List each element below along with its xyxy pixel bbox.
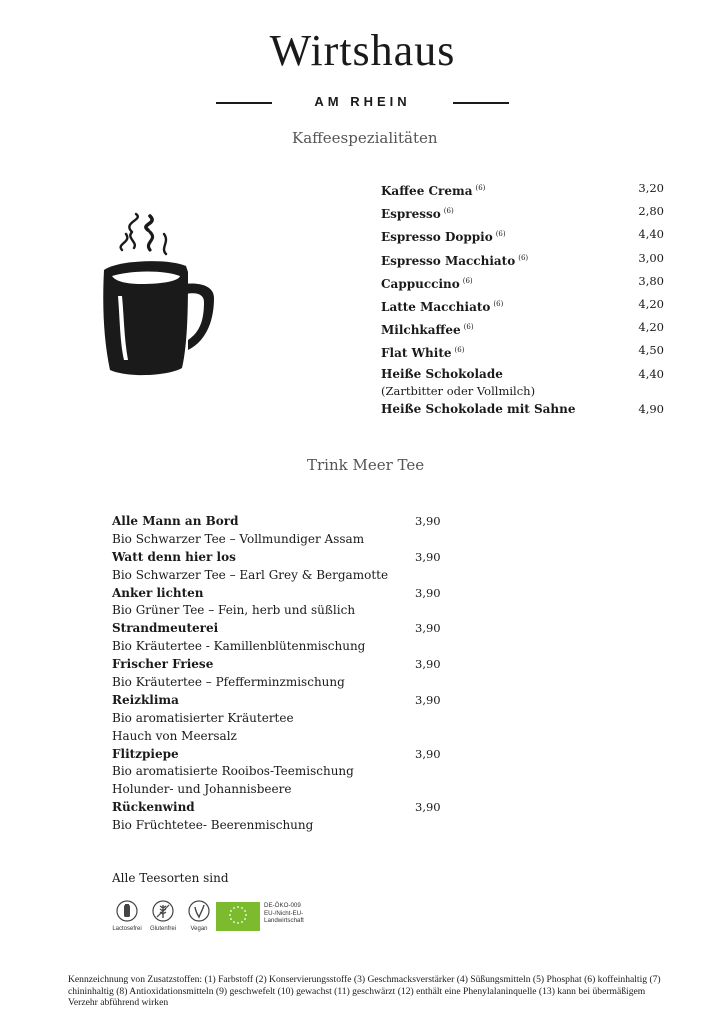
coffee-list bbox=[381, 180, 664, 424]
coffee-item-price: 3,80 bbox=[638, 273, 664, 288]
tea-list bbox=[112, 513, 442, 835]
logo bbox=[210, 26, 515, 109]
tea-item-name: Frischer Friese 3,90 bbox=[112, 657, 441, 672]
coffee-item bbox=[381, 319, 664, 342]
coffee-item bbox=[381, 250, 664, 273]
tea-item-desc: Holunder- und Johannisbeere bbox=[112, 782, 292, 797]
tea-heading: Trink Meer Tee bbox=[307, 456, 425, 474]
tea-item-price: 3,90 bbox=[415, 585, 441, 600]
coffee-item-name: Espresso Doppio $^{(6)}$ bbox=[381, 230, 506, 245]
lactose-free-badge bbox=[110, 898, 144, 933]
tea-item-price: 3,90 bbox=[415, 514, 441, 528]
coffee-item bbox=[381, 226, 664, 249]
coffee-item-price: 4,40 bbox=[638, 227, 664, 242]
eu-organic-text: DE-ÖKO-009 EU-/Nicht-EU- Landwirtschaft bbox=[264, 902, 304, 925]
tea-item-desc: Bio Kräutertee - Kamillenblütenmischung bbox=[112, 639, 366, 654]
tea-item-name: Alle Mann an Bord 3,90 bbox=[112, 514, 441, 528]
coffee-item-name: Espresso Macchiato $^{(6)}$ bbox=[381, 253, 529, 268]
coffee-item-name: Cappuccino $^{(6)}$ bbox=[381, 276, 473, 291]
tea-item-price: 3,90 bbox=[415, 621, 441, 636]
coffee-item-price: 4,20 bbox=[638, 320, 664, 335]
gluten-free-label: Glutenfrei bbox=[149, 926, 176, 932]
tea-item-desc: Bio aromatisierte Rooibos-Teemischung bbox=[112, 764, 354, 779]
tea-item-price: 3,90 bbox=[415, 800, 441, 815]
logo-title: Wirtshaus bbox=[269, 26, 456, 75]
tea-item-desc: Bio Früchtetee- Beerenmischung bbox=[112, 818, 314, 833]
lactose-free-icon bbox=[116, 900, 138, 922]
coffee-item-price: 3,00 bbox=[638, 250, 664, 265]
vegan-leaf-icon bbox=[188, 900, 210, 922]
coffee-cup-icon bbox=[98, 212, 218, 380]
additives-footnote: Kennzeichnung von Zusatzstoffen: (1) Farbstoff (2) Konservierungsstoffe (3) Geschmacksverstärker (4) Süßungsmitteln (5) Phosphat (6) koffeinhaltig (7) chininhaltig (8) Antioxidationsmitteln (9) geschwefelt (10) gewachst (11) geschwärzt (12) enthält eine Phenylalaninquelle (13) kann bei übermäßigem Verzehr abführend wirken bbox=[68, 974, 661, 1008]
all-teas-note: Alle Teesorten sind bbox=[112, 871, 229, 885]
eu-organic-leaf-icon bbox=[216, 902, 260, 931]
coffee-item-name: Heiße Schokolade mit Sahne bbox=[381, 401, 576, 416]
coffee-item bbox=[381, 273, 664, 296]
coffee-item bbox=[381, 296, 664, 319]
tea-item-name: Watt denn hier los 3,90 bbox=[112, 549, 441, 564]
coffee-item-name: Espresso $^{(6)}$ bbox=[381, 207, 454, 222]
coffee-item-price: 4,90 bbox=[638, 401, 664, 416]
tea-item-price: 3,90 bbox=[415, 692, 441, 707]
tea-item-price: 3,90 bbox=[415, 746, 441, 761]
coffee-item bbox=[381, 401, 664, 424]
logo-subtitle-row bbox=[210, 94, 515, 110]
tea-item-name: Anker lichten 3,90 bbox=[112, 585, 441, 600]
gluten-free-badge bbox=[146, 898, 180, 933]
coffee-item-price: 2,80 bbox=[638, 204, 664, 219]
logo-rule-left bbox=[216, 102, 272, 104]
tea-item-name: Flitzpiepe 3,90 bbox=[112, 746, 441, 761]
tea-item-price: 3,90 bbox=[415, 657, 441, 672]
logo-rule-right bbox=[453, 102, 509, 104]
tea-item-name: Reizklima 3,90 bbox=[112, 692, 441, 707]
diet-badges bbox=[110, 898, 370, 938]
coffee-item-note: (Zartbitter oder Vollmilch) bbox=[381, 383, 536, 398]
coffee-item bbox=[381, 342, 664, 365]
coffee-item bbox=[381, 180, 664, 203]
vegan-label: Vegan bbox=[190, 926, 208, 932]
coffee-item-name: Latte Macchiato $^{(6)}$ bbox=[381, 299, 504, 314]
tea-item-desc: Bio Kräutertee – Pfefferminzmischung bbox=[112, 675, 345, 690]
tea-item-desc: Bio Grüner Tee – Fein, herb und süßlich bbox=[112, 603, 356, 618]
coffee-item-name: Milchkaffee $^{(6)}$ bbox=[381, 323, 474, 338]
tea-item-desc: Bio Schwarzer Tee – Vollmundiger Assam bbox=[112, 531, 365, 546]
gluten-free-icon bbox=[152, 900, 174, 922]
coffee-item-name: Heiße Schokolade bbox=[381, 366, 503, 381]
tea-item-desc: Bio Schwarzer Tee – Earl Grey & Bergamotte bbox=[112, 567, 389, 582]
lactose-free-label: Lactosefrei bbox=[112, 926, 142, 932]
coffee-heading: Kaffeespezialitäten bbox=[292, 129, 438, 147]
coffee-item-name: Flat White $^{(6)}$ bbox=[381, 346, 465, 361]
coffee-item-price: 4,40 bbox=[638, 366, 664, 381]
coffee-item bbox=[381, 203, 664, 226]
coffee-item bbox=[381, 366, 664, 401]
tea-item-desc: Hauch von Meersalz bbox=[112, 728, 237, 743]
coffee-item-price: 3,20 bbox=[638, 181, 664, 195]
tea-item-name: Rückenwind 3,90 bbox=[112, 800, 441, 815]
tea-item-name: Strandmeuterei 3,90 bbox=[112, 621, 441, 636]
coffee-item-price: 4,50 bbox=[638, 343, 664, 358]
coffee-item-name: Kaffee Crema $^{(6)}$ bbox=[381, 184, 486, 198]
tea-item-desc: Bio aromatisierter Kräutertee bbox=[112, 710, 294, 725]
coffee-item-price: 4,20 bbox=[638, 296, 664, 311]
tea-item-price: 3,90 bbox=[415, 549, 441, 564]
logo-subtitle: AM RHEIN bbox=[314, 94, 411, 109]
vegan-badge bbox=[182, 898, 216, 933]
